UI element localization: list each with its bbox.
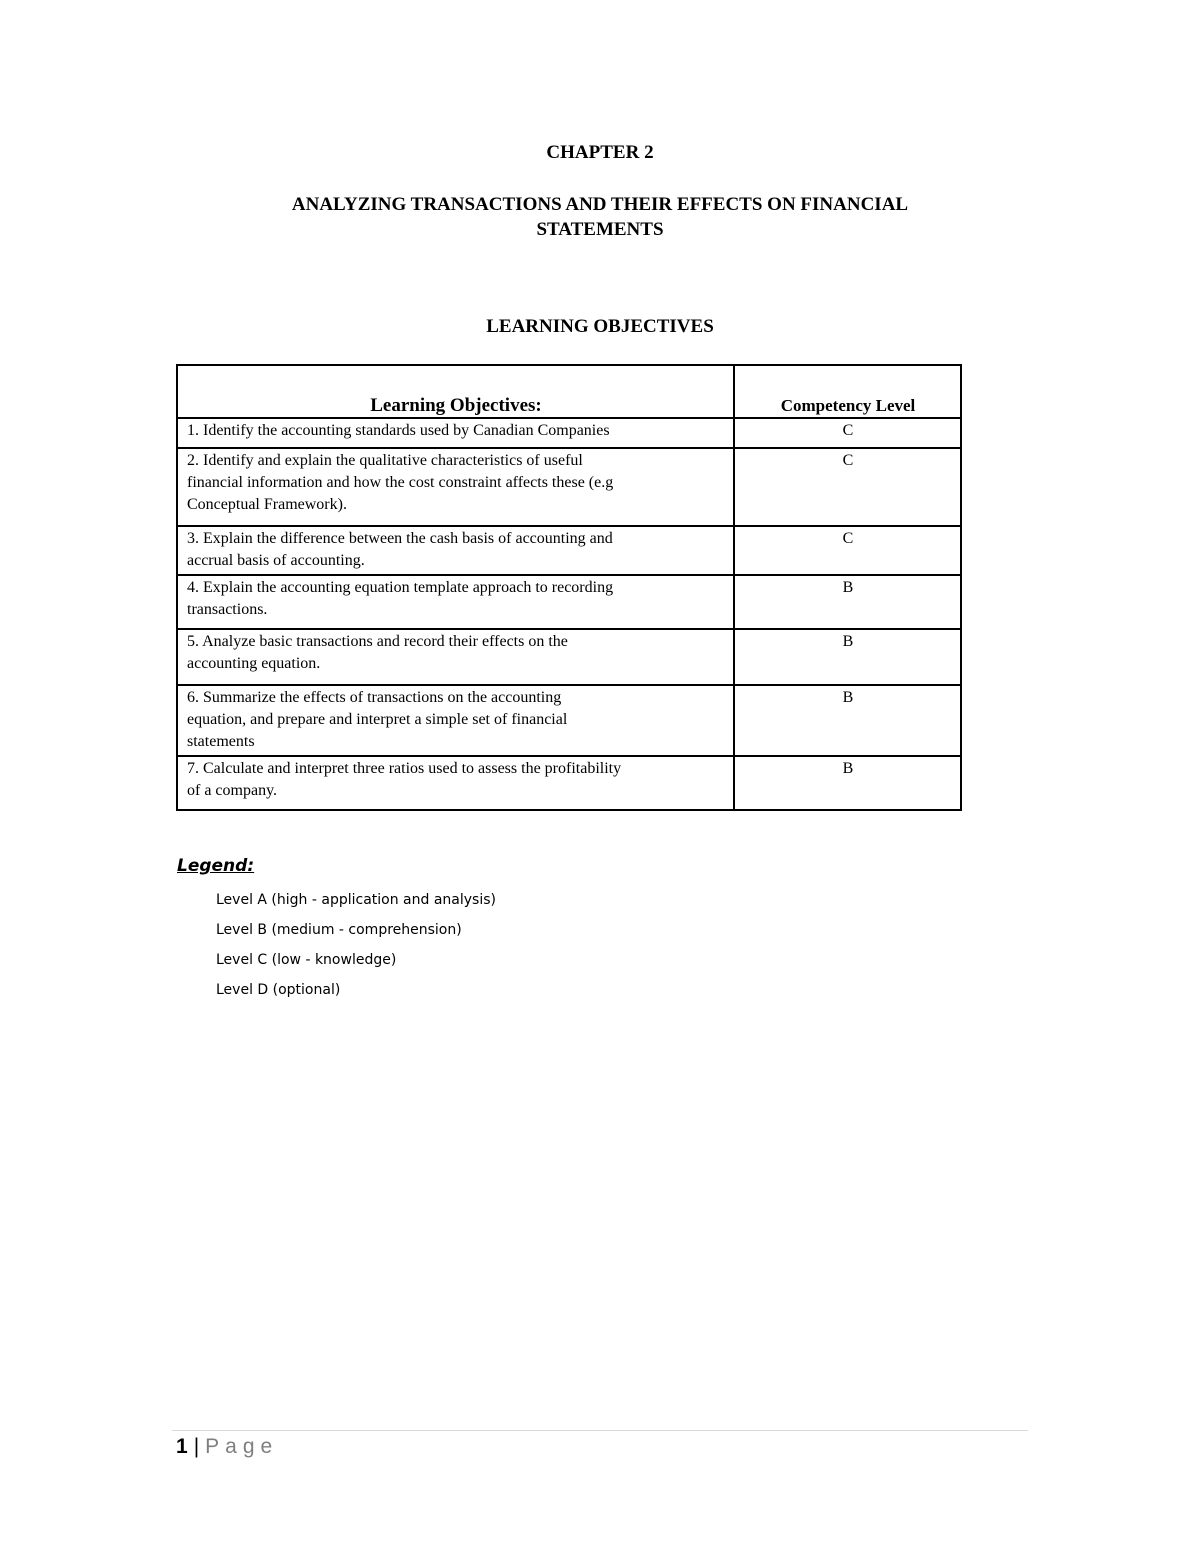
objective-cell (177, 448, 734, 526)
competency-cell: C (734, 418, 961, 448)
objective-text-line: financial information and how the cost constraint affects these (e.g (187, 474, 614, 491)
page-label: Page (205, 1435, 279, 1458)
document-title-line-2: STATEMENTS (536, 219, 664, 240)
legend (177, 856, 496, 1005)
legend-item: Level D (optional) (216, 982, 341, 998)
objective-text-line: of a company. (187, 782, 278, 799)
objective-cell (177, 575, 734, 629)
table-row (177, 418, 961, 448)
objective-cell (177, 756, 734, 810)
table-row (177, 526, 961, 575)
competency-cell: B (734, 629, 961, 685)
learning-objectives-table (176, 364, 962, 811)
column-header-competency: Competency Level (734, 365, 961, 418)
page-number: 1 (176, 1435, 188, 1458)
chapter-heading: CHAPTER 2 (546, 142, 654, 163)
objective-text-line: equation, and prepare and interpret a simple set of financial (187, 711, 568, 728)
table-row (177, 575, 961, 629)
competency-cell: C (734, 526, 961, 575)
objective-text-line: 4. Explain the accounting equation template approach to recording (187, 579, 614, 596)
objective-text-line: statements (187, 733, 255, 750)
objective-cell (177, 526, 734, 575)
table-header-row (177, 365, 961, 418)
footer-separator: | (193, 1435, 200, 1458)
footer-divider (172, 1430, 1028, 1431)
objective-cell (177, 418, 734, 448)
competency-cell: B (734, 575, 961, 629)
table-row (177, 756, 961, 810)
objective-text-line: Conceptual Framework). (187, 496, 347, 513)
objective-text-line: 6. Summarize the effects of transactions on the accounting (187, 689, 562, 706)
legend-title: Legend: (177, 856, 255, 876)
objective-text-line: 5. Analyze basic transactions and record their effects on the (187, 633, 568, 650)
competency-cell: B (734, 756, 961, 810)
page-footer (176, 1433, 278, 1461)
table-row (177, 448, 961, 526)
competency-cell: C (734, 448, 961, 526)
objective-text-line: 1. Identify the accounting standards used by Canadian Companies (187, 422, 610, 439)
competency-cell: B (734, 685, 961, 756)
objective-cell (177, 629, 734, 685)
objective-text-line: accounting equation. (187, 655, 321, 672)
table-row (177, 685, 961, 756)
objective-text-line: 7. Calculate and interpret three ratios used to assess the profitability (187, 760, 622, 777)
objective-cell (177, 685, 734, 756)
legend-item: Level B (medium - comprehension) (216, 922, 462, 938)
document-title-line-1: ANALYZING TRANSACTIONS AND THEIR EFFECTS ON FINANCIAL (291, 194, 909, 215)
column-header-objectives: Learning Objectives: (177, 365, 734, 418)
legend-item: Level A (high - application and analysis) (216, 892, 496, 908)
objective-text-line: 3. Explain the difference between the cash basis of accounting and (187, 530, 613, 547)
legend-item: Level C (low - knowledge) (216, 952, 397, 968)
section-title: LEARNING OBJECTIVES (486, 316, 714, 337)
table-row (177, 629, 961, 685)
objective-text-line: transactions. (187, 601, 268, 618)
document-title (0, 192, 1200, 242)
objective-text-line: 2. Identify and explain the qualitative characteristics of useful (187, 452, 583, 469)
objective-text-line: accrual basis of accounting. (187, 552, 365, 569)
